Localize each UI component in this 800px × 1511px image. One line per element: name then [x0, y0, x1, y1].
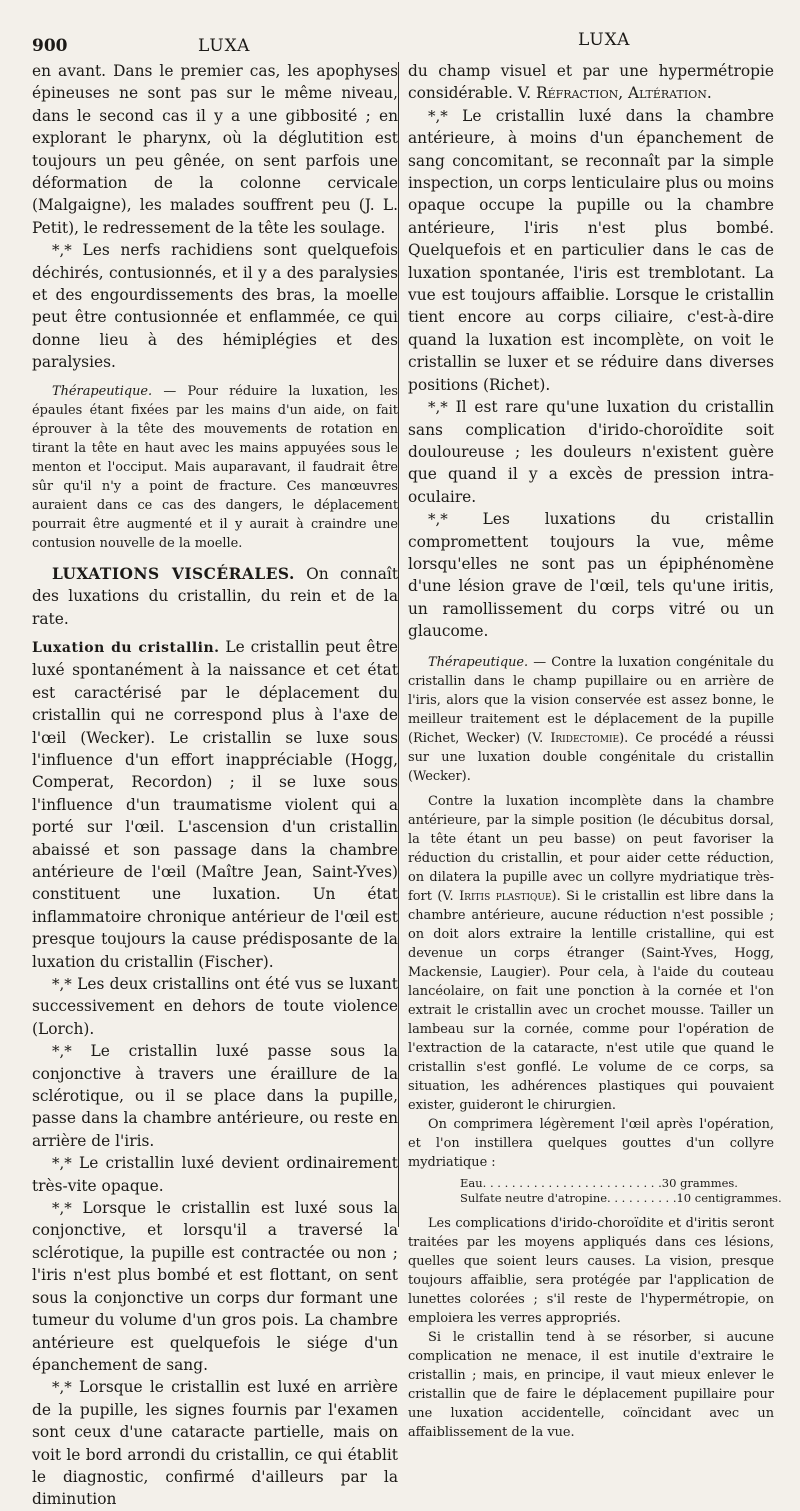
paragraph-text: — Contre la luxation congénitale du cristallin dans le champ pupillaire ou en arrière de l'iris, alors que la vision conservée est assez bonne, le meilleur traitement est le déplacement de la pupille (Richet, Wecker) (V.	[408, 654, 774, 746]
prescription-formula	[408, 1175, 782, 1206]
asterism-icon: *,*	[52, 1042, 72, 1061]
paragraph	[408, 1328, 774, 1442]
section-label: Thérapeutique.	[52, 383, 153, 399]
paragraph	[408, 1115, 774, 1172]
paragraph	[408, 792, 774, 1115]
paragraph	[408, 1214, 774, 1328]
therapy-paragraph	[32, 382, 398, 553]
paragraph-text: Le cristallin luxé devient ordinairement très-vite opaque.	[32, 1154, 398, 1195]
section-paragraph	[32, 636, 398, 973]
ingredient-quantity: 30 grammes.	[661, 1175, 738, 1190]
paragraph-text: Le cristallin luxé dans la chambre antérieure, à moins d'un épanchement de sang concomitant, se reconnaît par la simple inspection, un corps lenticulaire plus ou moins opaque occupe la pupille ou la chambre antérieure, l'iris n'est plus bombé. Quelquefois et en particulier dans le cas de luxation spontanée, l'iris est tremblotant. La vue est toujours affaiblie. Lorsque le cristallin tient encore au corps ciliaire, c'est-à-dire quand la luxation est incomplète, on voit le cristallin se luxer et se réduire dans diverses positions (Richet).	[408, 106, 774, 394]
ingredient-name: Sulfate neutre d'atropine. . . . . . . . . .	[460, 1190, 677, 1205]
paragraph-text: Il est rare qu'une luxation du cristallin sans complication d'irido-choroïdite soit douloureuse ; les douleurs n'existent guère que quand il y a excès de pression intra-oculaire.	[408, 398, 774, 506]
asterism-icon: *,*	[52, 1199, 72, 1218]
paragraph-text: ). Si le cristallin est libre dans la chambre antérieure, aucune réduction n'est possible ; on doit alors extraire la lentille cristalline, qui est devenue un corps étranger (Saint-Yves, Hogg, Mackensie, Laugier). Pour cela, à l'aide du couteau lancéolaire, on fait une ponction à la cornée et l'on extrait le cristallin avec un crochet mousse. Tailler un lambeau sur la cornée, comme pour l'opération de l'extraction de la cataracte, n'est utile que quand le cristallin s'est gonflé. Le volume de ce corps, sa situation, les adhérences plastiques qui pouvaient exister, guideront le chirurgien.	[408, 888, 774, 1113]
paragraph-text: Le cristallin peut être luxé spontanément à la naissance et cet état est caractérisé par le déplacement du cristallin qui ne correspond plus à l'axe de l'œil (Wecker). Le cristallin se luxe sous l'influence d'un effort inappréciable (Hogg, Comperat, Recordon) ; il se luxe sous l'influence d'un traumatisme violent qui a porté sur l'œil. L'ascension d'un cristallin abaissé et son passage dans la chambre antérieure de l'œil (Maître Jean, Saint-Yves) constituent une luxation. Un état inflammatoire chronique antérieur de l'œil est presque toujours la cause prédisposante de la luxation du cristallin (Fischer).	[32, 637, 398, 971]
asterism-icon: *,*	[52, 1378, 72, 1397]
paragraph-text: Si le cristallin tend à se résorber, si aucune complication ne menace, il est inutile d'extraire le cristallin ; mais, en principe, il vaut mieux enlever le cristallin que de faire le déplacement pupillaire pour une luxation accidentelle, coïncidant avec un affaiblissement de la vue.	[408, 1329, 774, 1440]
formula-row	[460, 1190, 782, 1206]
page-header	[0, 30, 800, 60]
paragraph-text: ). Ce procédé a réussi sur une luxation double congénitale du cristallin (Wecker).	[408, 730, 775, 784]
running-head-left: LUXA	[198, 36, 251, 56]
left-column	[32, 60, 398, 1511]
section-paragraph	[32, 563, 398, 630]
running-head-right: LUXA	[578, 30, 631, 50]
page-number: 900	[32, 36, 68, 56]
asterism-icon: *,*	[52, 975, 72, 993]
paragraph-text: Lorsque le cristallin est luxé sous la conjonctive, et lorsqu'il a traversé la sclérotique, la pupille est contractée ou non ; l'iris n'est plus bombé et est flottant, on sent sous la conjonctive un corps dur formant une tumeur du volume d'un gros pois. La chambre antérieure est quelquefois le siége d'un épanchement de sang.	[32, 1199, 398, 1374]
asterism-icon: *,*	[428, 106, 448, 125]
asterism-icon: *,*	[428, 398, 448, 417]
paragraph-text: Les deux cristallins ont été vus se luxant successivement en dehors de toute violence (Lorch).	[32, 975, 398, 1038]
paragraph	[32, 239, 398, 373]
paragraph	[32, 1197, 398, 1376]
paragraph	[408, 105, 774, 396]
paragraph-text: On connaît des luxations du cristallin, du rein et de la rate.	[32, 564, 398, 628]
formula-row	[460, 1176, 760, 1191]
paragraph-text: Le cristallin luxé passe sous la conjonctive à travers une éraillure de la sclérotique, ou il se place dans la pupille, passe dans la chambre antérieure, ou reste en arrière de l'iris.	[32, 1042, 398, 1150]
column-divider	[398, 62, 399, 1227]
subsection-heading: Luxation du cristallin.	[32, 639, 220, 656]
paragraph-text: On comprimera légèrement l'œil après l'opération, et l'on instillera quelques gouttes d'un collyre mydriatique :	[408, 1116, 774, 1170]
paragraph	[32, 1152, 398, 1197]
paragraph	[408, 60, 774, 105]
paragraph	[32, 1376, 398, 1510]
cross-reference: Réfraction, Altération.	[536, 84, 712, 103]
paragraph-text: Lorsque le cristallin est luxé en arrière de la pupille, les signes fournis par l'examen sont ceux d'une cataracte partielle, mais on voit le bord arrondi du cristallin, ce qui établit le diagnostic, confirmé d'ailleurs par la diminution	[32, 1378, 398, 1509]
right-column	[408, 60, 782, 1442]
paragraph-text: du champ visuel et par une hypermétropie considérable. V.	[408, 62, 774, 103]
paragraph-text: Les luxations du cristallin compromettent toujours la vue, même lorsqu'elles ne sont pas un épiphénomène d'une lésion grave de l'œil, tels qu'une iritis, un ramollissement du corps vitré ou un glaucome.	[408, 510, 774, 641]
ingredient-quantity: 10 centigrammes.	[676, 1190, 782, 1205]
paragraph-text: en avant. Dans le premier cas, les apophyses épineuses ne sont pas sur le même niveau, dans le second cas il y a une gibbosité ; en explorant le pharynx, où la déglutition est toujours un peu gênée, on sent parfois une déformation de la colonne cervicale (Malgaigne), les malades souffrent peu (J. L. Petit), le redressement de la tête les soulage.	[32, 62, 398, 237]
paragraph-text: — Pour réduire la luxation, les épaules étant fixées par les mains d'un aide, on fait éprouver à la tête des mouvements de rotation en tirant la tête en haut avec les mains appuyées sous le menton et l'occiput. Mais auparavant, il faudrait être sûr qu'il n'y a point de fracture. Ces manœuvres auraient dans ce cas des dangers, le déplacement pourrait être augmenté et il y aurait à craindre une contusion nouvelle de la moelle.	[32, 383, 398, 551]
paragraph	[32, 1040, 398, 1152]
paragraph	[408, 396, 774, 508]
ingredient-name: Eau. . . . . . . . . . . . . . . . . . . . . . . . .	[460, 1175, 662, 1190]
paragraph-text: Les nerfs rachidiens sont quelquefois déchirés, contusionnés, et il y a des paralysies et des engourdissements des bras, la moelle peut être contusionnée et enflammée, ce qui donne lieu à des hémiplégies et des paralysies.	[32, 241, 398, 372]
therapy-paragraph	[408, 653, 774, 786]
paragraph-text: Contre la luxation incomplète dans la chambre antérieure, par la simple position (le décubitus dorsal, la tête étant un peu basse) on peut favoriser la réduction du cristallin, et pour aider cette réduction, on dilatera la pupille avec un collyre mydriatique très-fort (V.	[408, 793, 774, 904]
asterism-icon: *,*	[52, 1154, 72, 1173]
paragraph-text: Les complications d'irido-choroïdite et d'iritis seront traitées par les moyens appliqués dans ces lésions, quelles que soient leurs causes. La vision, presque toujours affaiblie, sera protégée par l'application de lunettes colorées ; s'il reste de l'hypermétropie, on emploiera les verres appropriés.	[408, 1215, 774, 1326]
section-heading: LUXATIONS VISCÉRALES.	[52, 564, 295, 583]
section-label: Thérapeutique.	[428, 654, 529, 670]
cross-reference: Iritis plastique	[459, 888, 552, 904]
cross-reference: Iridectomie	[550, 730, 620, 746]
asterism-icon: *,*	[428, 510, 448, 529]
asterism-icon: *,*	[52, 241, 72, 260]
paragraph	[32, 60, 398, 239]
paragraph	[408, 508, 774, 642]
paragraph	[32, 973, 398, 1040]
